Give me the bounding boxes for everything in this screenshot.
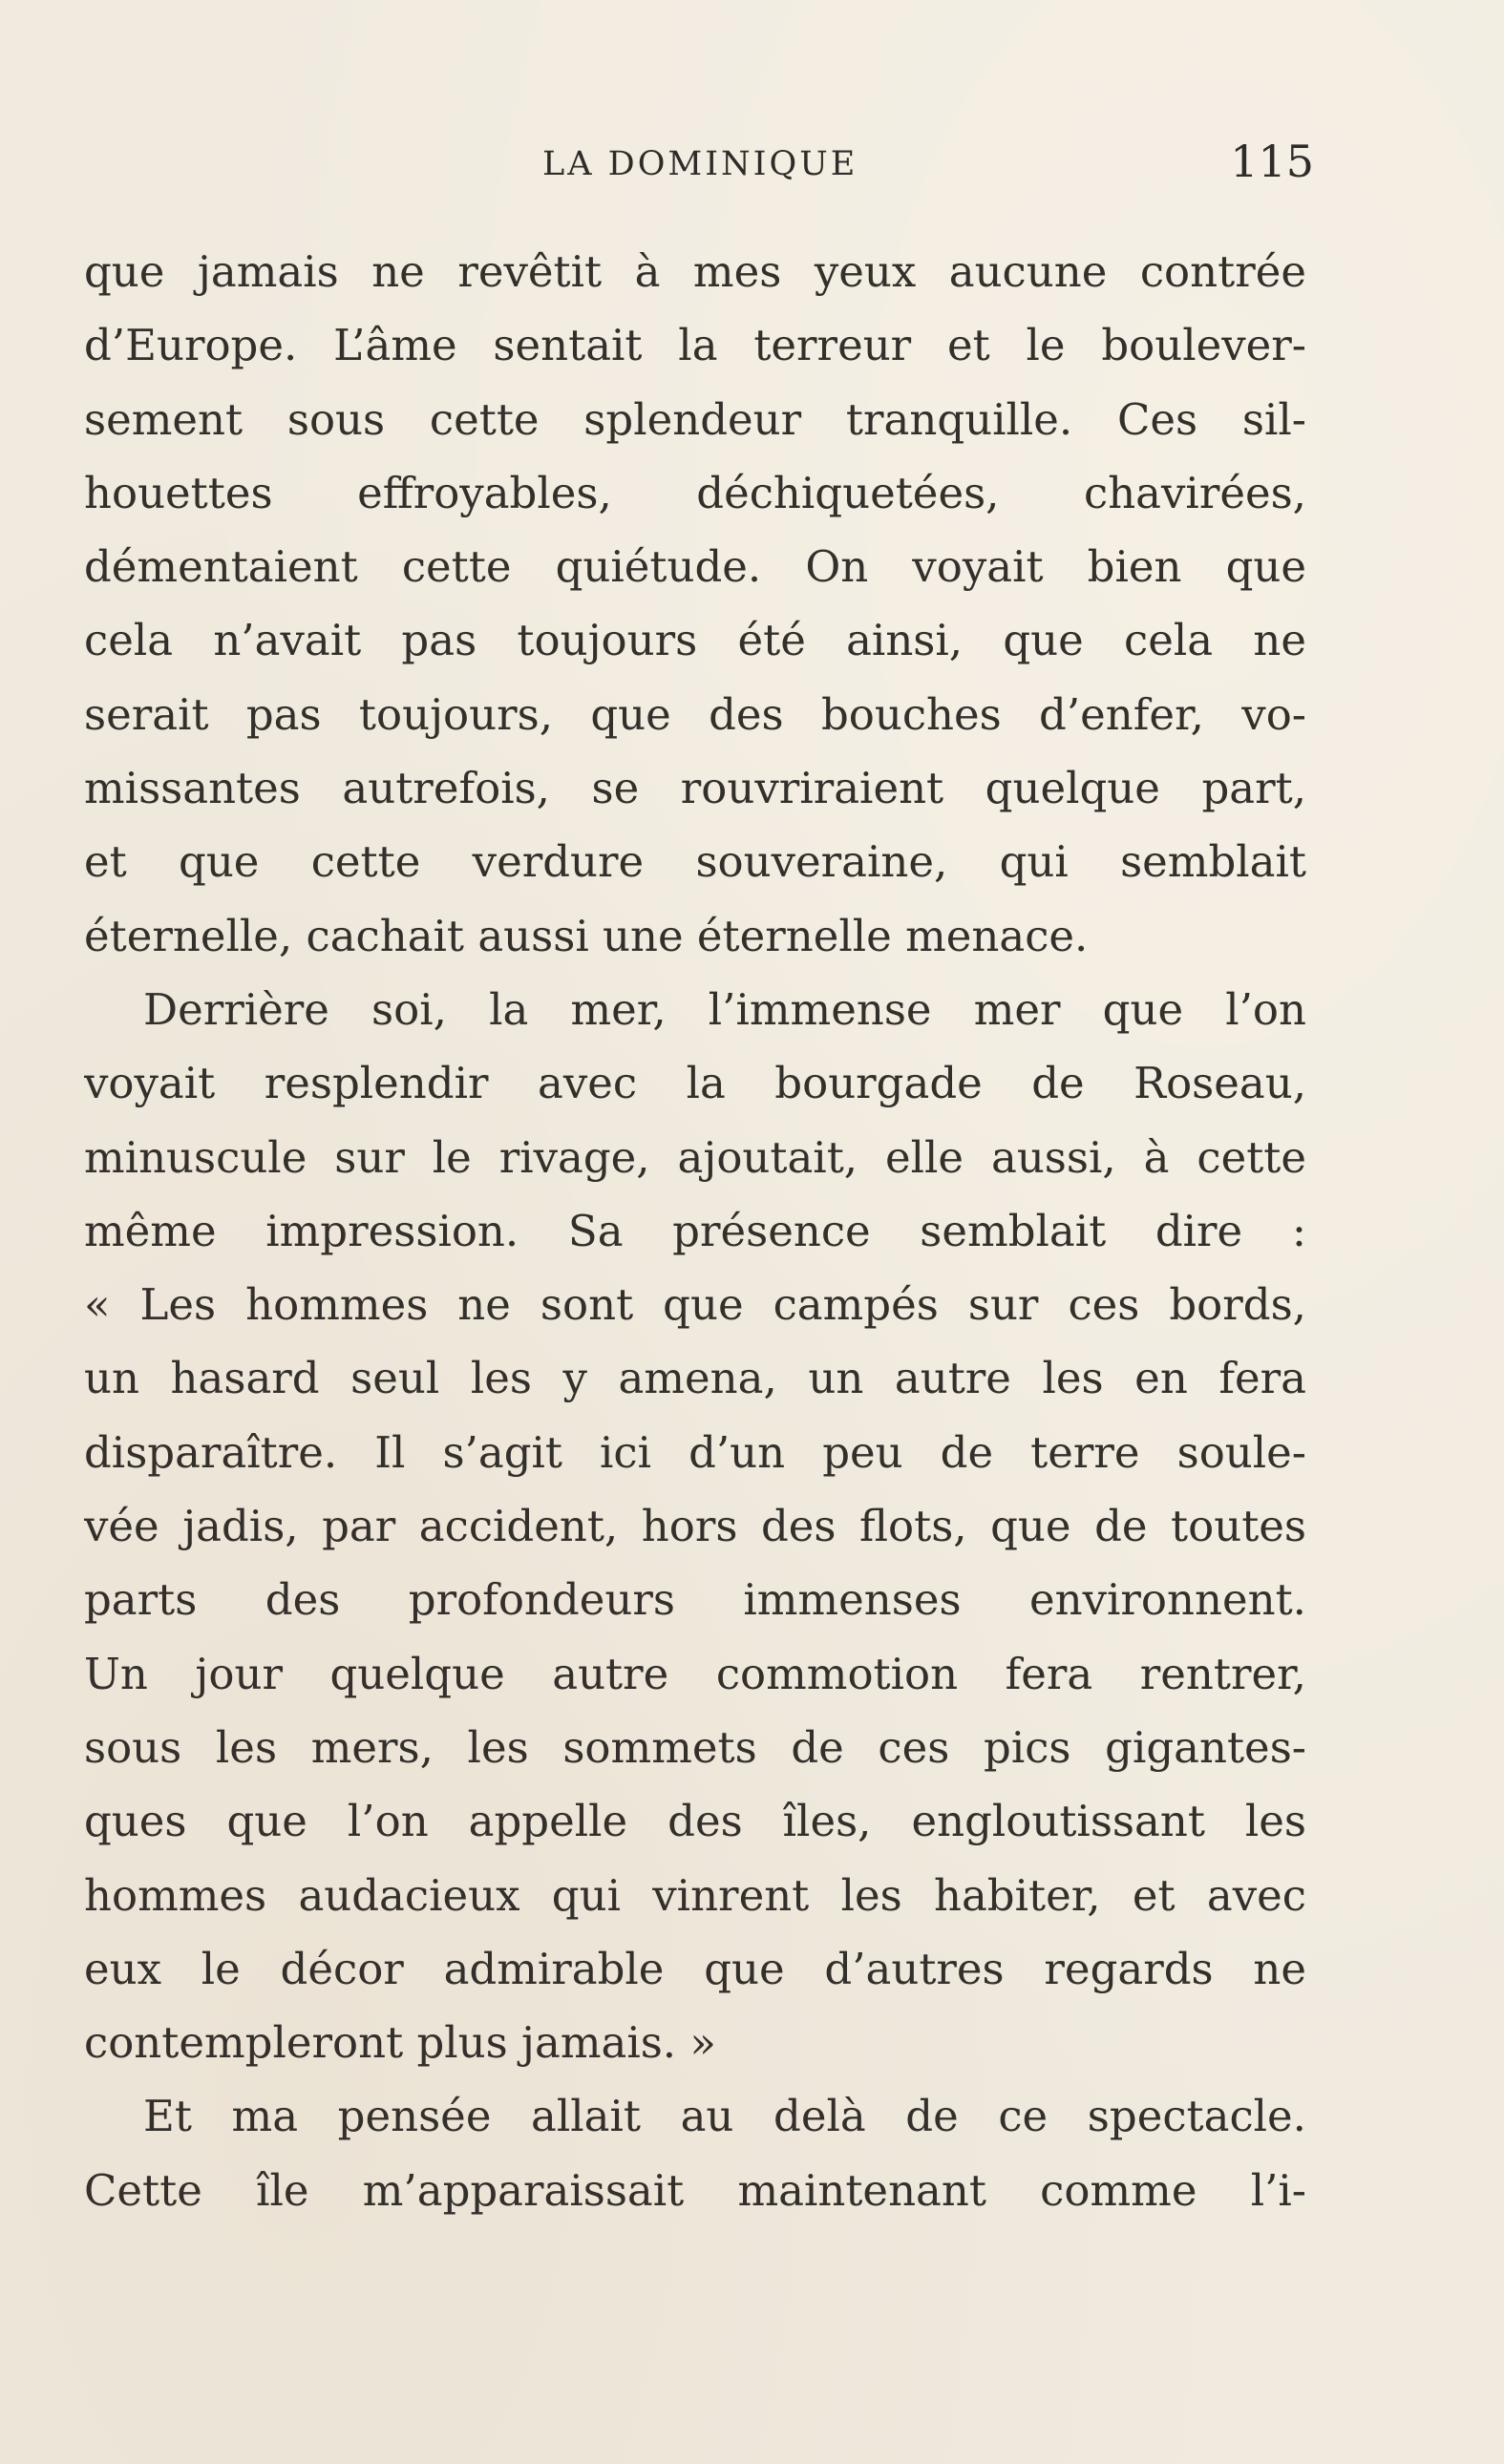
text-line: un hasard seul les y amena, un autre les en fera <box>84 1353 1306 1404</box>
running-title: LA DOMINIQUE <box>542 145 858 183</box>
text-line: éternelle, cachait aussi une éternelle menace. <box>84 910 1089 961</box>
text-line: Un jour quelque autre commotion fera rentrer, <box>84 1648 1306 1699</box>
text-line: minuscule sur le rivage, ajoutait, elle aussi, à cette <box>84 1131 1306 1183</box>
paragraph-first-line: Derrière soi, la mer, l’immense mer que l’on <box>143 983 1306 1035</box>
page-number: 115 <box>1230 136 1314 187</box>
text-line: hommes audacieux qui vinrent les habiter, et avec <box>84 1869 1306 1921</box>
text-line: cela n’avait pas toujours été ainsi, que cela ne <box>84 615 1306 666</box>
text-line: missantes autrefois, se rouvriraient quelque part, <box>84 763 1306 814</box>
text-line: « Les hommes ne sont que campés sur ces bords, <box>84 1279 1306 1331</box>
text-line: houettes effroyables, déchiquetées, chavirées, <box>84 467 1306 518</box>
text-line: sement sous cette splendeur tranquille. Ces sil- <box>84 393 1306 445</box>
paragraph-first-line: Et ma pensée allait au delà de ce spectacle. <box>143 2091 1306 2142</box>
body-text <box>84 235 1306 2227</box>
text-line: même impression. Sa présence semblait dire : <box>84 1205 1306 1256</box>
text-line: sous les mers, les sommets de ces pics gigantes- <box>84 1721 1306 1773</box>
text-line: voyait resplendir avec la bourgade de Roseau, <box>84 1058 1306 1109</box>
text-line: parts des profondeurs immenses environnent. <box>84 1574 1306 1626</box>
running-head <box>84 136 1314 193</box>
text-line: que jamais ne revêtit à mes yeux aucune contrée <box>84 246 1306 297</box>
text-line: ques que l’on appelle des îles, engloutissant les <box>84 1796 1306 1847</box>
text-line: serait pas toujours, que des bouches d’enfer, vo- <box>84 688 1306 740</box>
text-line: démentaient cette quiétude. On voyait bien que <box>84 541 1306 593</box>
text-line: contempleront plus jamais. » <box>84 2017 716 2069</box>
text-line: et que cette verdure souveraine, qui semblait <box>84 836 1306 888</box>
text-line: disparaître. Il s’agit ici d’un peu de terre soule- <box>84 1426 1306 1478</box>
text-line: d’Europe. L’âme sentait la terreur et le boulever- <box>84 320 1306 371</box>
text-line: Cette île m’apparaissait maintenant comme l’i- <box>84 2164 1306 2216</box>
text-line: vée jadis, par accident, hors des flots, que de toutes <box>84 1501 1306 1552</box>
text-line: eux le décor admirable que d’autres regards ne <box>84 1943 1306 1994</box>
